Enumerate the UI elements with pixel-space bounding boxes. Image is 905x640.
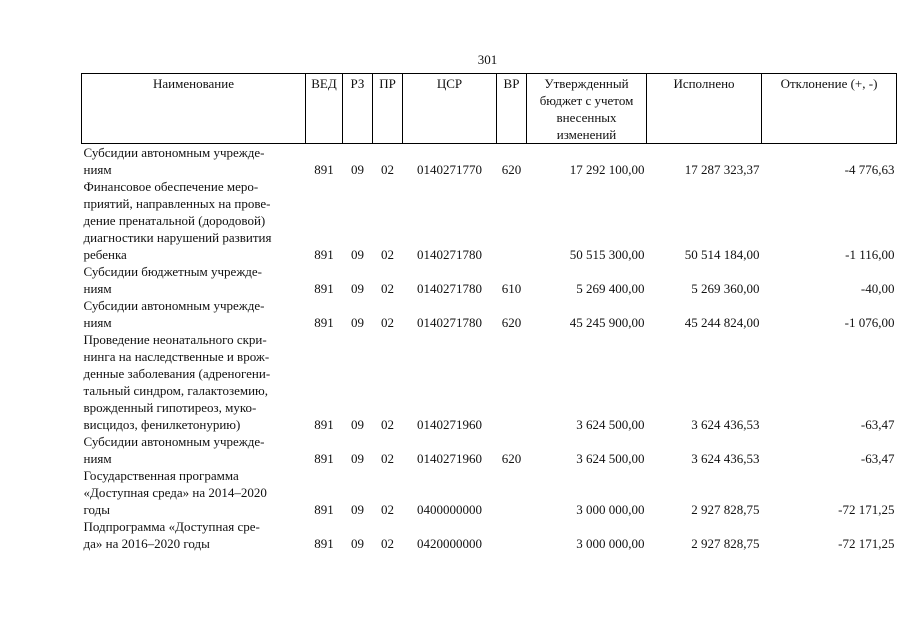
row-rz: 09 <box>351 451 364 466</box>
row-approved-budget: 50 515 300,00 <box>569 247 645 262</box>
row-pr: 02 <box>381 315 394 330</box>
header-name: Наименование <box>82 74 306 144</box>
row-vr: 610 <box>501 281 522 296</box>
row-name-line: приятий, направленных на прове- <box>83 196 271 211</box>
row-name-line: врожденный гипотиреоз, муко- <box>83 400 257 415</box>
row-deviation: -63,47 <box>860 451 895 466</box>
row-csr: 0140271780 <box>417 315 482 330</box>
row-name-line: денные заболевания (адреногени- <box>83 366 271 381</box>
row-name-line: нинга на наследственные и врож- <box>83 349 270 364</box>
row-executed: 45 244 824,00 <box>684 315 760 330</box>
row-name-line: «Доступная среда» на 2014–2020 <box>83 485 267 500</box>
row-vr <box>497 331 527 433</box>
row-name <box>82 178 306 263</box>
row-executed: 5 269 360,00 <box>691 281 760 296</box>
row-rz: 09 <box>351 315 364 330</box>
header-executed: Исполнено <box>647 74 762 144</box>
row-csr: 0140271770 <box>417 162 482 177</box>
row-ved: 891 <box>314 162 334 177</box>
row-executed: 17 287 323,37 <box>684 162 760 177</box>
row-approved-budget: 45 245 900,00 <box>569 315 645 330</box>
row-vr <box>497 178 527 263</box>
row-name <box>82 518 306 552</box>
row-vr: 620 <box>501 451 522 466</box>
row-pr: 02 <box>381 502 394 517</box>
row-name-line: да» на 2016–2020 годы <box>83 536 210 551</box>
row-name-line: ниям <box>83 162 112 177</box>
row-name-line: Проведение неонатального скри- <box>83 332 267 347</box>
row-pr: 02 <box>381 247 394 262</box>
row-vr <box>497 467 527 518</box>
row-name-line: Субсидии автономным учрежде- <box>83 145 265 160</box>
row-pr: 02 <box>381 536 394 551</box>
row-deviation: -4 776,63 <box>844 162 895 177</box>
table-row <box>82 297 897 331</box>
row-executed: 2 927 828,75 <box>691 536 760 551</box>
table-row <box>82 144 897 179</box>
row-rz: 09 <box>351 536 364 551</box>
row-ved: 891 <box>314 247 334 262</box>
row-name-line: Финансовое обеспечение меро- <box>83 179 259 194</box>
row-csr: 0420000000 <box>417 536 482 551</box>
row-deviation: -72 171,25 <box>838 502 895 517</box>
row-approved-budget: 3 000 000,00 <box>576 502 645 517</box>
table-row <box>82 263 897 297</box>
row-csr: 0140271960 <box>417 417 482 432</box>
table-body <box>82 144 897 553</box>
header-deviation: Отклонение (+, -) <box>762 74 897 144</box>
row-name <box>82 467 306 518</box>
row-name-line: Субсидии автономным учрежде- <box>83 434 265 449</box>
table-row <box>82 331 897 433</box>
row-approved-budget: 3 000 000,00 <box>576 536 645 551</box>
table-row <box>82 178 897 263</box>
row-approved-budget: 5 269 400,00 <box>576 281 645 296</box>
table-row <box>82 518 897 552</box>
row-executed: 50 514 184,00 <box>684 247 760 262</box>
row-deviation: -1 076,00 <box>844 315 895 330</box>
table-row <box>82 433 897 467</box>
row-csr: 0140271780 <box>417 247 482 262</box>
budget-table <box>81 73 897 552</box>
row-rz: 09 <box>351 247 364 262</box>
row-approved-budget: 17 292 100,00 <box>569 162 645 177</box>
row-ved: 891 <box>314 536 334 551</box>
row-deviation: -63,47 <box>860 417 895 432</box>
row-name-line: годы <box>83 502 110 517</box>
row-csr: 0400000000 <box>417 502 482 517</box>
header-ved: ВЕД <box>306 74 343 144</box>
row-deviation: -1 116,00 <box>845 247 895 262</box>
row-deviation: -72 171,25 <box>838 536 895 551</box>
row-name-line: Государственная программа <box>83 468 239 483</box>
table-header-row <box>82 74 897 144</box>
row-ved: 891 <box>314 451 334 466</box>
header-rz: РЗ <box>343 74 373 144</box>
row-name-line: тальный синдром, галактоземию, <box>83 383 268 398</box>
row-executed: 2 927 828,75 <box>691 502 760 517</box>
row-name-line: Субсидии бюджетным учрежде- <box>83 264 263 279</box>
row-pr: 02 <box>381 281 394 296</box>
row-approved-budget: 3 624 500,00 <box>576 417 645 432</box>
row-ved: 891 <box>314 417 334 432</box>
row-name-line: ребенка <box>83 247 127 262</box>
row-name <box>82 263 306 297</box>
row-csr: 0140271780 <box>417 281 482 296</box>
row-vr: 620 <box>501 162 522 177</box>
header-pr: ПР <box>373 74 403 144</box>
row-ved: 891 <box>314 502 334 517</box>
row-pr: 02 <box>381 162 394 177</box>
row-executed: 3 624 436,53 <box>691 417 760 432</box>
row-pr: 02 <box>381 417 394 432</box>
row-name-line: ниям <box>83 281 112 296</box>
row-name <box>82 297 306 331</box>
header-csr: ЦСР <box>403 74 497 144</box>
row-rz: 09 <box>351 417 364 432</box>
row-csr: 0140271960 <box>417 451 482 466</box>
row-rz: 09 <box>351 281 364 296</box>
header-approved-budget: Утвержденный бюджет с учетом внесенных изменений <box>527 74 647 144</box>
row-executed: 3 624 436,53 <box>691 451 760 466</box>
row-name-line: Субсидии автономным учрежде- <box>83 298 265 313</box>
row-name-line: Подпрограмма «Доступная сре- <box>83 519 260 534</box>
row-rz: 09 <box>351 162 364 177</box>
page-number: 301 <box>477 52 498 67</box>
row-vr: 620 <box>501 315 522 330</box>
header-vr: ВР <box>497 74 527 144</box>
row-name <box>82 433 306 467</box>
row-name-line: дение пренатальной (дородовой) <box>83 213 266 228</box>
row-ved: 891 <box>314 281 334 296</box>
row-vr <box>497 518 527 552</box>
row-pr: 02 <box>381 451 394 466</box>
row-name <box>82 144 306 179</box>
row-name-line: диагностики нарушений развития <box>83 230 272 245</box>
row-name-line: ниям <box>83 315 112 330</box>
row-rz: 09 <box>351 502 364 517</box>
row-name-line: висцидоз, фенилкетонурию) <box>83 417 241 432</box>
row-name-line: ниям <box>83 451 112 466</box>
row-ved: 891 <box>314 315 334 330</box>
table-row <box>82 467 897 518</box>
row-approved-budget: 3 624 500,00 <box>576 451 645 466</box>
row-deviation: -40,00 <box>860 281 895 296</box>
row-name <box>82 331 306 433</box>
